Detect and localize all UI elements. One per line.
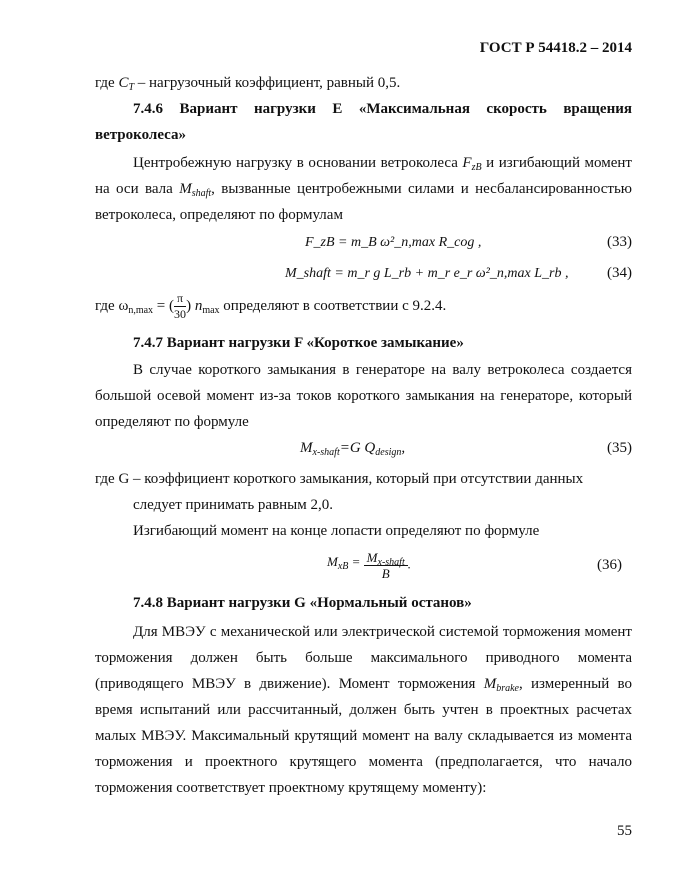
omega-definition: где $\omega_{n,max}$ = ( $\frac{\pi}{30}$ ) $n_{max}$ определяют в соответствии с 9.2.4. xyxy=(95,291,447,322)
paragraph-centrifugal: Центробежную нагрузку в основании ветроколеса $F_{zB}$ и изгибающий момент на оси вала $M_{shaft}$, вызванные центробежными силами и несбалансированностью ветроколеса, определяют по формулам xyxy=(95,155,632,223)
page-number: 55 xyxy=(617,823,632,839)
paragraph-short-circuit: В случае короткого замыкания в генераторе на валу ветроколеса создается большой осевой момент из-за токов короткого замыкания на генераторе, который определяют по формуле xyxy=(95,362,632,430)
formula-35-number: (35) xyxy=(607,440,632,456)
section-heading-7-4-7: 7.4.7 Вариант нагрузки F «Короткое замыкание» xyxy=(133,335,464,351)
document-code: ГОСТ Р 54418.2 – 2014 xyxy=(479,40,632,56)
section-heading-7-4-8: 7.4.8 Вариант нагрузки G «Нормальный останов» xyxy=(133,595,472,611)
formula-36: $M_{xB}$ = $\frac{M_{x-shaft}}{B}$ . xyxy=(327,550,411,581)
paragraph-normal-stop: Для МВЭУ с механической или электрической системой торможения момент торможения должен быть больше максимального приводного момента (приводящего МВЭУ в движение). Момент торможения $M_{brake}$, измеренный во время испытаний или рассчитанный, должен быть учтен в проектных расчетах малых МВЭУ. Максимальный крутящий момент на валу складывается из момента торможения и проектного крутящего момента (предполагается, что начало торможения соответствует проектному крутящему моменту): xyxy=(95,624,632,796)
formula-34-number: (34) xyxy=(607,265,632,281)
paragraph-bending-moment: Изгибающий момент на конце лопасти определяют по формуле xyxy=(133,523,540,539)
formula-35: $M_{x-shaft}=G$ $Q_{design}$, xyxy=(300,440,406,458)
formula-36-number: (36) xyxy=(597,557,622,573)
ct-line: где $C_T$ – нагрузочный коэффициент, равный 0,5. xyxy=(95,75,401,93)
g-definition: где G – коэффициент короткого замыкания, который при отсутствии данных xyxy=(95,471,584,487)
formula-33-number: (33) xyxy=(607,234,632,250)
formula-33: F_zB = m_B ω²_n,max R_cog , xyxy=(305,235,482,250)
g-definition-cont: следует принимать равным 2,0. xyxy=(133,497,334,513)
formula-34: M_shaft = m_r g L_rb + m_r e_r ω²_n,max L_rb , xyxy=(285,266,569,281)
section-heading-7-4-6: 7.4.6 Вариант нагрузки E «Максимальная скорость вращения ветроколеса» xyxy=(95,101,632,143)
